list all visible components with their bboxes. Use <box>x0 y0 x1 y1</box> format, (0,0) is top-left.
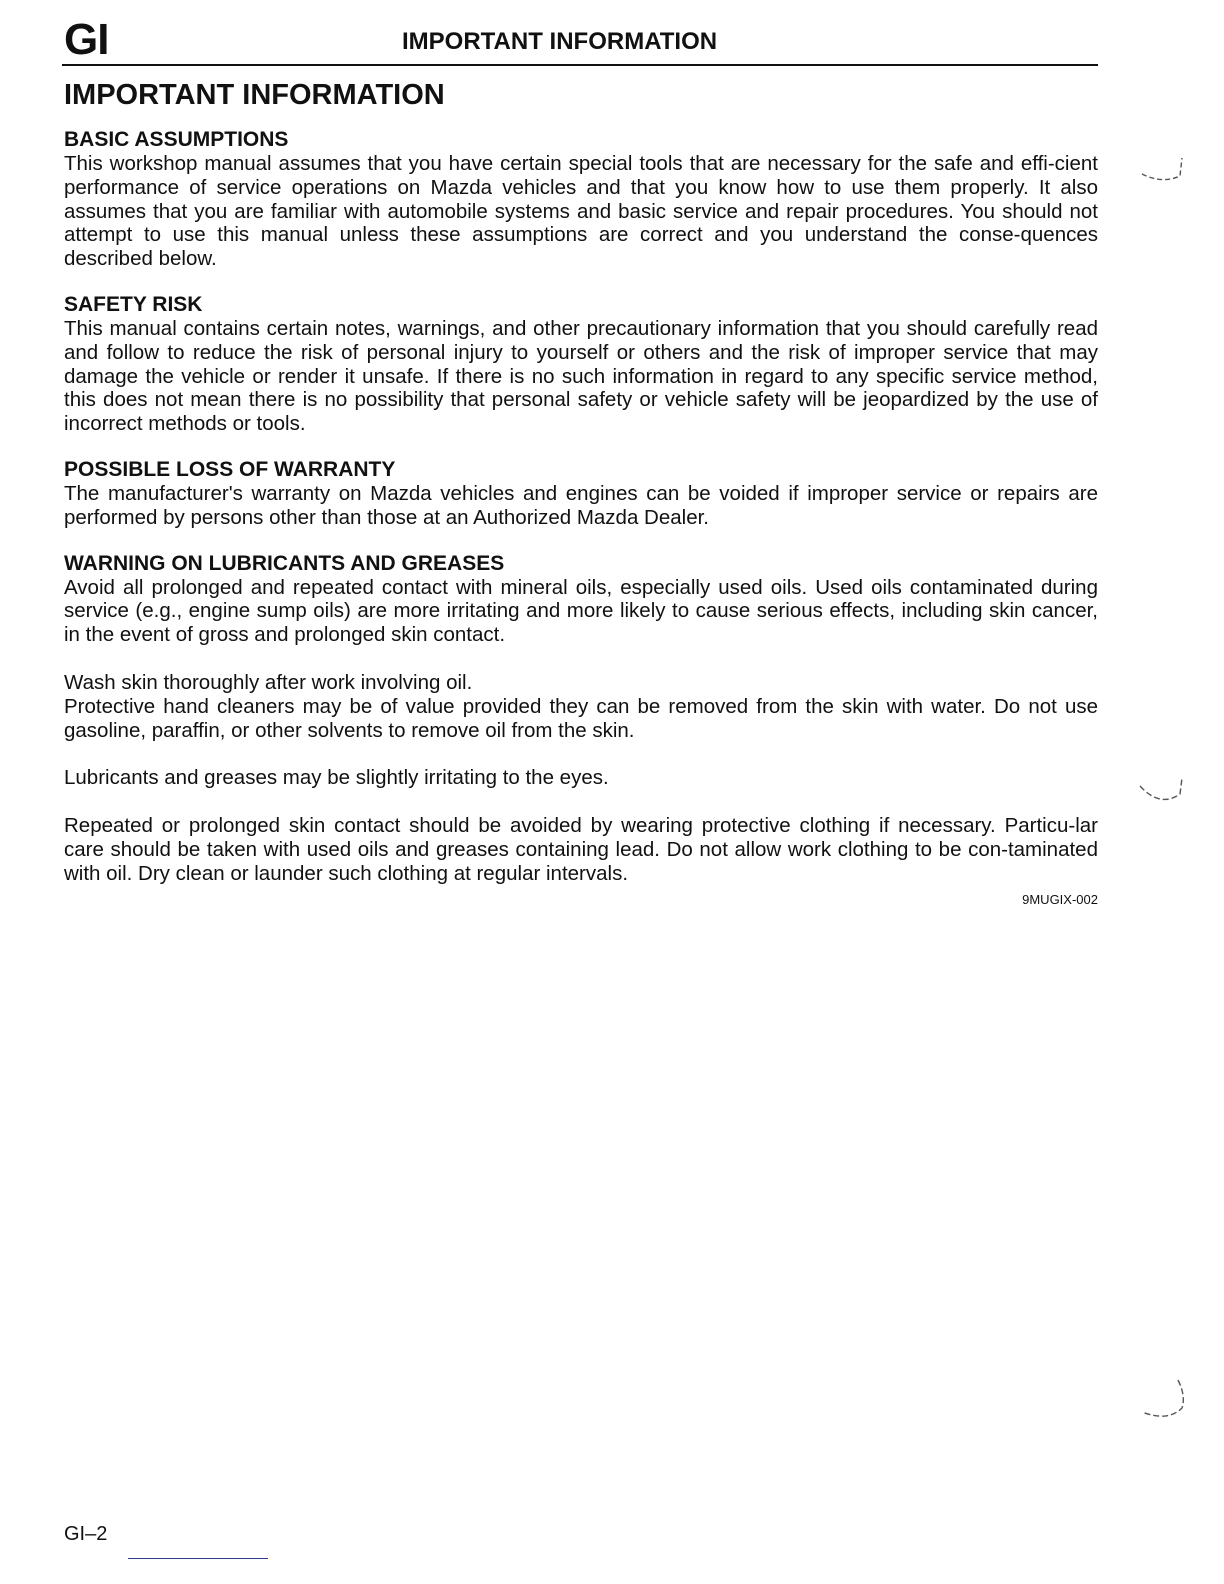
section-heading: WARNING ON LUBRICANTS AND GREASES <box>64 551 505 575</box>
section-paragraph: Protective hand cleaners may be of value provided they can be removed from the skin with water. Do not use gasoline, paraffin, or other solvents to remove oil from the skin. <box>64 694 1098 742</box>
section-safety-risk <box>64 293 1098 436</box>
section-paragraph: Wash skin thoroughly after work involving oil. <box>64 670 473 694</box>
binder-hole-mark-top <box>1138 148 1188 188</box>
binder-hole-mark-bottom <box>1138 1378 1188 1424</box>
section-warning-on-lubricants <box>64 552 1098 908</box>
footer-rule <box>128 1558 268 1559</box>
binder-hole-mark-middle <box>1138 770 1188 810</box>
section-paragraph: This manual contains certain notes, warnings, and other precautionary information that you should carefully read and follow to reduce the risk of personal injury to yourself or others and the risk of improper service that may damage the vehicle or render it unsafe. If there is no such information in regard to any specific service method, this does not mean there is no possibility that personal safety or vehicle safety will be jeopardized by the use of incorrect methods or tools. <box>64 316 1098 436</box>
section-code: GI <box>64 15 109 64</box>
section-paragraph: Lubricants and greases may be slightly irritating to the eyes. <box>64 766 609 790</box>
section-heading: POSSIBLE LOSS OF WARRANTY <box>64 457 396 481</box>
page-number: GI–2 <box>64 1523 108 1545</box>
page-title: IMPORTANT INFORMATION <box>64 79 445 111</box>
section-paragraph: The manufacturer's warranty on Mazda vehicles and engines can be voided if improper service or repairs are performed by persons other than those at an Authorized Mazda Dealer. <box>64 481 1098 529</box>
section-paragraph: This workshop manual assumes that you have certain special tools that are necessary for the safe and effi-cient performance of service operations on Mazda vehicles and that you know how to use them properly. It also assumes that you are familiar with automobile systems and basic service and repair procedures. You should not attempt to use this manual unless these assumptions are correct and you understand the conse-quences described below. <box>64 152 1098 271</box>
section-paragraph: Avoid all prolonged and repeated contact with mineral oils, especially used oils. Used oils contaminated during service (e.g., engine sump oils) are more irritating and more likely to cause serious effects, including skin cancer, in the event of gross and prolonged skin contact. <box>64 575 1098 647</box>
page-header <box>62 16 1098 66</box>
section-paragraph: Repeated or prolonged skin contact should be avoided by wearing protective clothing if necessary. Particu-lar care should be taken with used oils and greases containing lead. Do not allow work clothing to be con-taminated with oil. Dry clean or launder such clothing at regular intervals. <box>64 814 1098 885</box>
document-body <box>64 128 1098 930</box>
section-heading: SAFETY RISK <box>64 292 203 316</box>
section-basic-assumptions <box>64 128 1098 271</box>
header-title: IMPORTANT INFORMATION <box>402 28 718 55</box>
document-code: 9MUGIX-002 <box>1022 891 1098 907</box>
section-heading: BASIC ASSUMPTIONS <box>64 128 289 151</box>
section-possible-loss-of-warranty <box>64 458 1098 530</box>
